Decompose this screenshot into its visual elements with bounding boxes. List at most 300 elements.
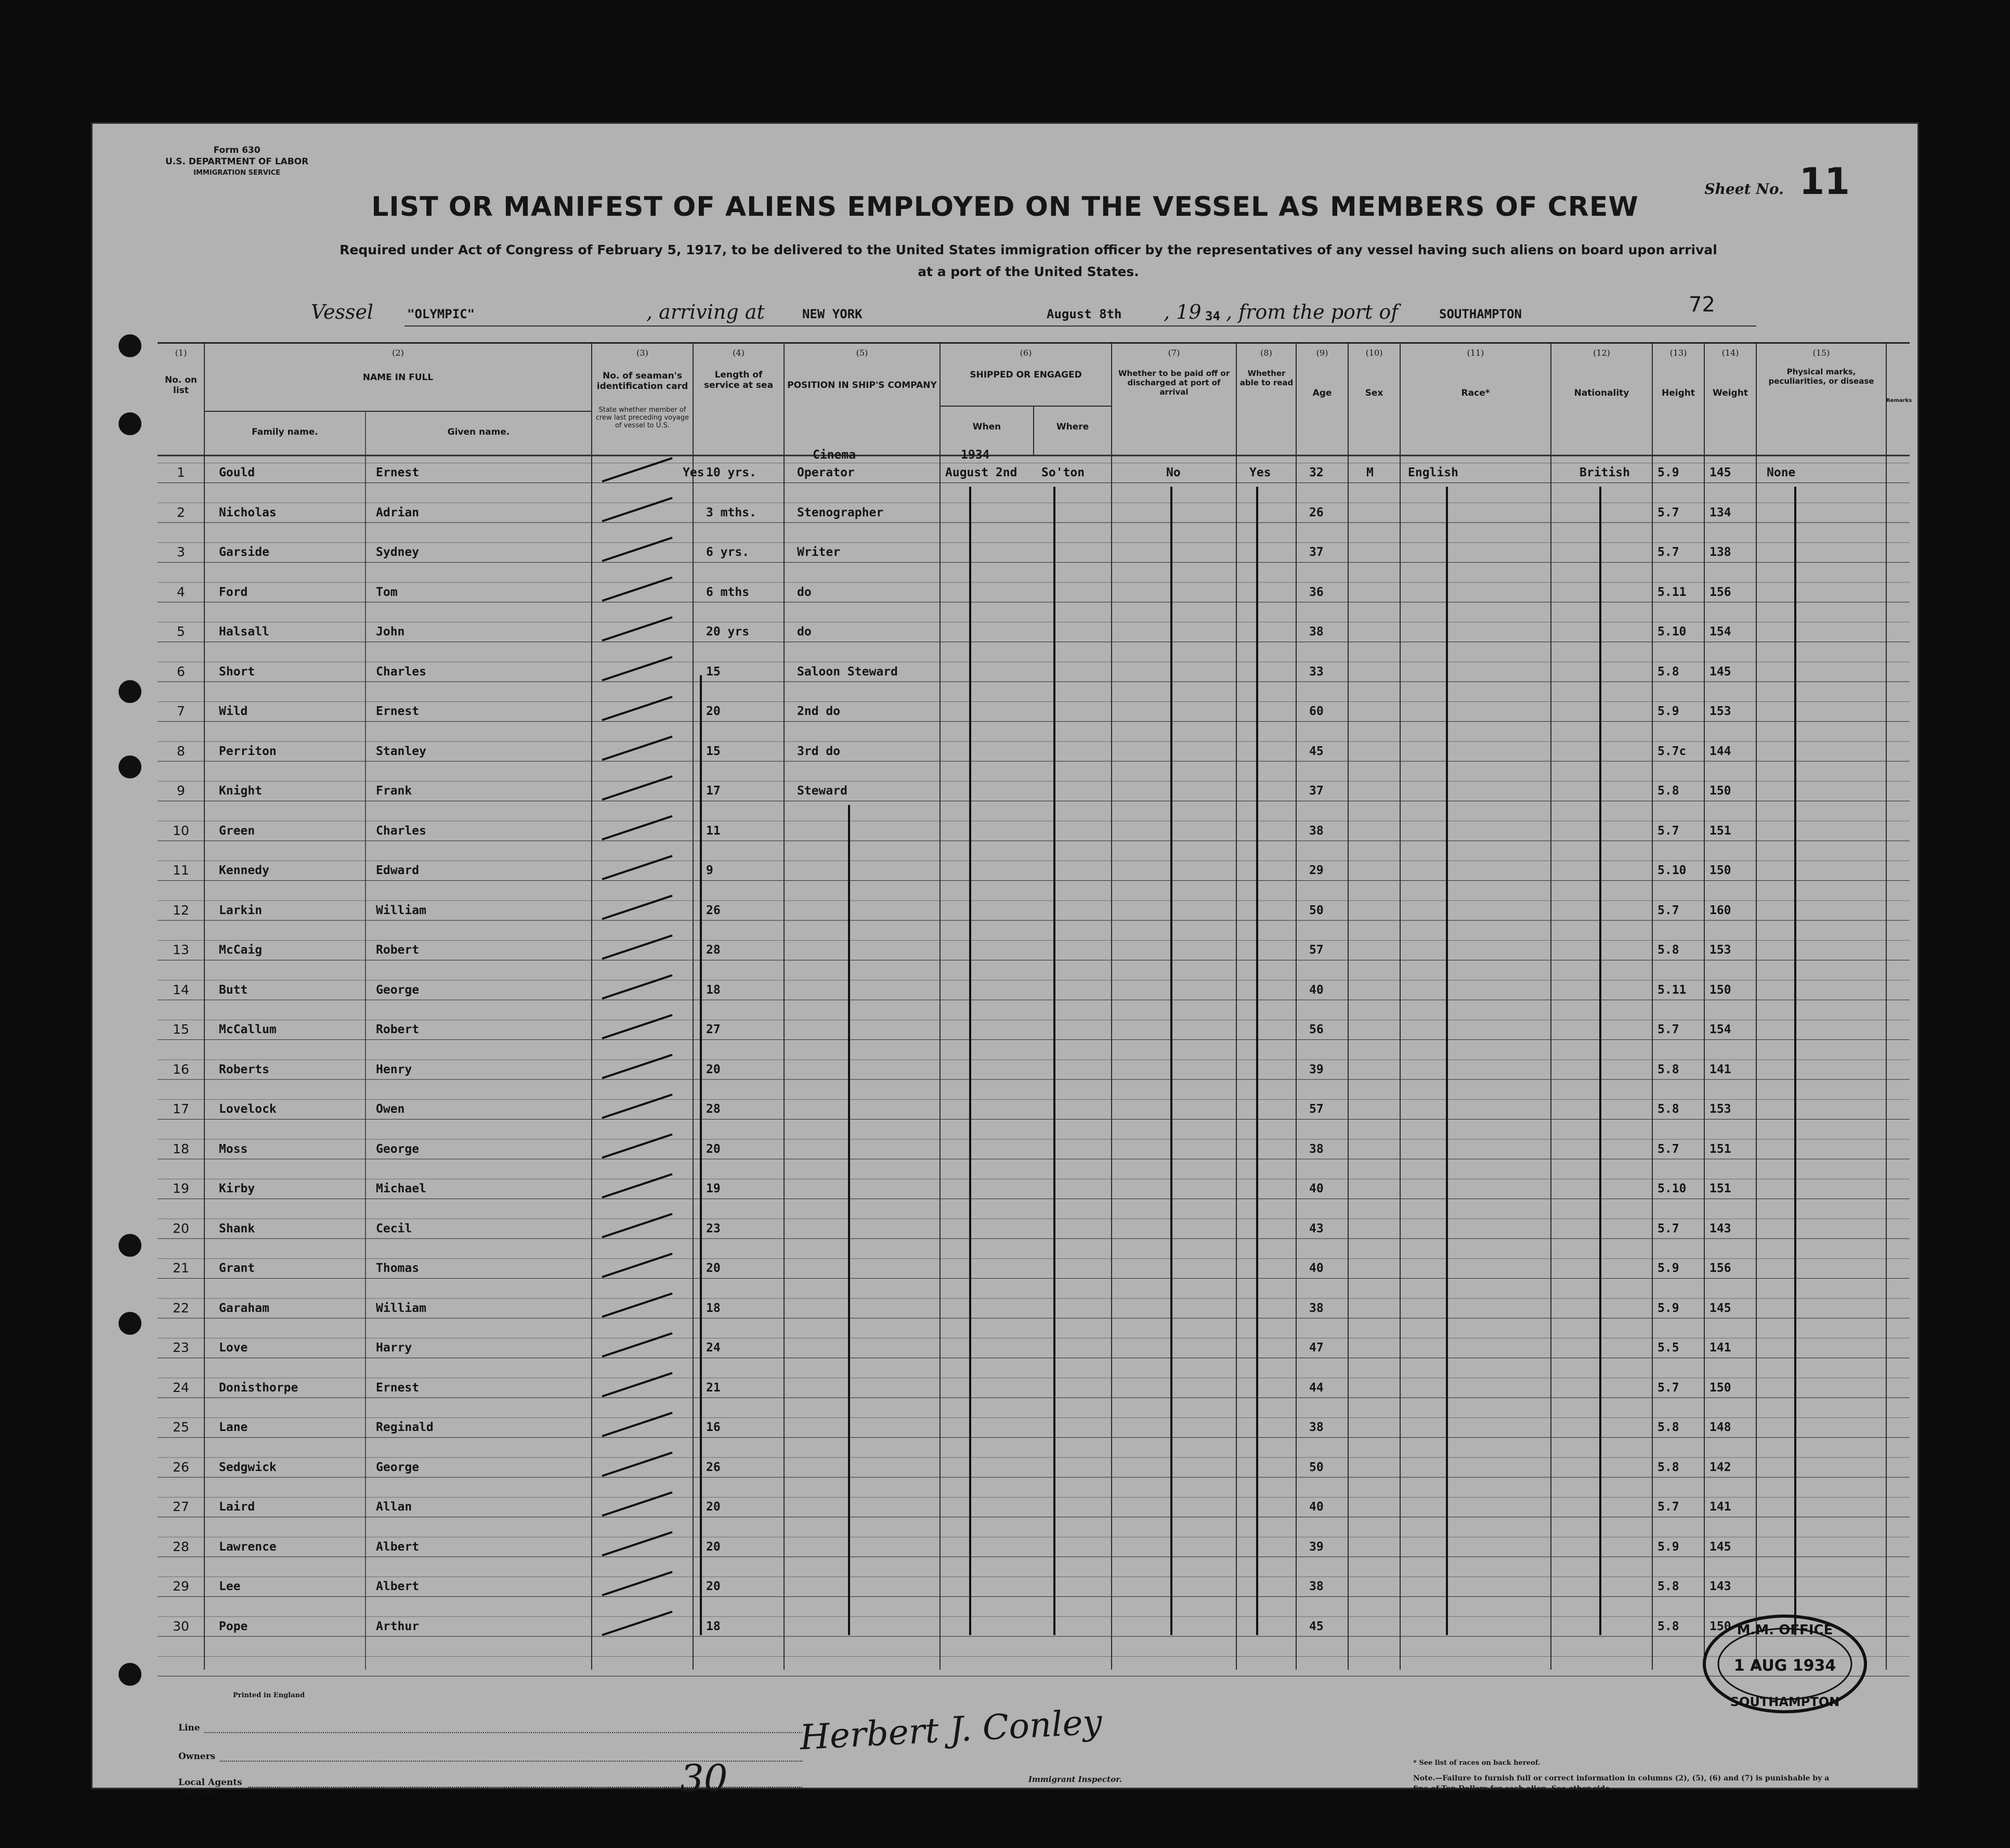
column-number: (15) xyxy=(1812,348,1830,358)
header-name-in-full: NAME IN FULL xyxy=(362,372,434,383)
cell-given: Cecil xyxy=(376,1221,412,1235)
form-code: 14—1360 xyxy=(184,1788,216,1795)
cell-family: McCallum xyxy=(219,1023,277,1036)
cell-family: Halsall xyxy=(219,625,269,639)
cell-family: Kirby xyxy=(219,1182,255,1195)
ditto-slash xyxy=(602,1135,672,1158)
cell-card: Yes xyxy=(683,466,704,479)
cell-service: 6 yrs. xyxy=(706,545,750,559)
ditto-slash xyxy=(602,1373,672,1397)
header-position: POSITION IN SHIP'S COMPANY xyxy=(787,380,937,391)
column-number: (1) xyxy=(175,348,187,358)
inspector-signature: Herbert J. Conley xyxy=(799,1701,1103,1758)
cell-service: 20 xyxy=(706,1062,721,1076)
cell-given: Ernest xyxy=(376,705,420,718)
ditto-slash xyxy=(602,1254,672,1277)
cell-service: 20 xyxy=(706,705,721,718)
cell-sex: M xyxy=(1366,466,1374,479)
header-remarks: Remarks xyxy=(1886,398,1912,404)
cell-age: 39 xyxy=(1309,1062,1324,1076)
cell-age: 40 xyxy=(1309,1182,1324,1195)
row-number: 9 xyxy=(177,783,185,798)
cell-weight: 150 xyxy=(1709,1381,1731,1395)
service-name: IMMIGRATION SERVICE xyxy=(193,169,281,177)
cell-family: Love xyxy=(219,1341,248,1355)
cell-given: Robert xyxy=(376,943,420,957)
ditto-slash xyxy=(602,737,672,760)
cell-service: 20 xyxy=(706,1580,721,1593)
row-number: 1 xyxy=(177,465,185,480)
ditto-slash xyxy=(602,1055,672,1078)
ditto-slash xyxy=(602,1413,672,1436)
arrival-port: NEW YORK xyxy=(802,307,863,321)
cell-weight: 154 xyxy=(1709,1023,1731,1036)
cell-family: Pope xyxy=(219,1619,248,1633)
cell-weight: 151 xyxy=(1709,1142,1731,1156)
header-where: Where xyxy=(1056,422,1089,432)
row-number: 6 xyxy=(177,663,185,679)
cell-height: 5.8 xyxy=(1657,665,1679,679)
cell-height: 5.7 xyxy=(1657,1500,1679,1514)
line-field xyxy=(204,1732,802,1733)
manifest-title: LIST OR MANIFEST OF ALIENS EMPLOYED ON THE VESSEL AS MEMBERS OF CREW xyxy=(371,191,1639,223)
cell-given: Charles xyxy=(376,665,426,679)
cell-height: 5.7 xyxy=(1657,545,1679,559)
cell-weight: 145 xyxy=(1709,466,1731,479)
cell-height: 5.8 xyxy=(1657,1062,1679,1076)
office-stamp xyxy=(1702,1613,1868,1715)
cell-service: 15 xyxy=(706,744,721,758)
cell-service: 20 xyxy=(706,1142,721,1156)
cell-age: 43 xyxy=(1309,1221,1324,1235)
cell-family: Green xyxy=(219,824,255,838)
header-weight: Weight xyxy=(1713,388,1748,398)
cell-weight: 141 xyxy=(1709,1500,1731,1514)
failure-note: Note.—Failure to furnish full or correct information in columns (2), (5), (6) and (7) is punishable by a fine of Ten Dollars for each alien. See other side. xyxy=(1413,1774,1830,1793)
cell-service: 20 xyxy=(706,1261,721,1275)
ditto-slash xyxy=(602,1612,672,1635)
cell-weight: 138 xyxy=(1709,545,1731,559)
cell-given: Albert xyxy=(376,1580,420,1593)
cell-height: 5.8 xyxy=(1657,784,1679,798)
cell-age: 44 xyxy=(1309,1381,1324,1395)
cell-weight: 141 xyxy=(1709,1062,1731,1076)
column-number: (11) xyxy=(1467,348,1484,358)
cell-age: 47 xyxy=(1309,1341,1324,1355)
cell-weight: 153 xyxy=(1709,943,1731,957)
arrival-date: August 8th xyxy=(1047,307,1122,321)
cell-family: Butt xyxy=(219,983,248,997)
cell-given: Reginald xyxy=(376,1421,434,1434)
vessel-underline xyxy=(404,326,1756,327)
cell-age: 37 xyxy=(1309,545,1324,559)
owners-label: Owners xyxy=(178,1751,216,1762)
row-number: 10 xyxy=(173,823,189,838)
cell-given: Michael xyxy=(376,1182,426,1195)
cell-given: Owen xyxy=(376,1102,405,1116)
binder-hole xyxy=(119,334,141,357)
cell-service: 18 xyxy=(706,983,721,997)
cell-weight: 150 xyxy=(1709,784,1731,798)
ditto-slash xyxy=(602,1174,672,1198)
cell-position: Stenographer xyxy=(797,505,884,519)
header-shipped: SHIPPED OR ENGAGED xyxy=(970,370,1082,380)
cell-service: 15 xyxy=(706,665,721,679)
column-number: (13) xyxy=(1669,348,1687,358)
row-number: 13 xyxy=(173,942,189,957)
header-id-card: No. of seaman's identification card xyxy=(596,371,688,392)
column-number: (14) xyxy=(1721,348,1739,358)
cell-service: 23 xyxy=(706,1221,721,1235)
cell-family: Lovelock xyxy=(219,1102,277,1116)
cell-height: 5.7 xyxy=(1657,505,1679,519)
row-number: 23 xyxy=(173,1340,189,1355)
cell-family: Short xyxy=(219,665,255,679)
agents-label: Local Agents xyxy=(178,1777,242,1788)
cell-family: Knight xyxy=(219,784,263,798)
ditto-slash xyxy=(602,1492,672,1516)
cell-height: 5.7c xyxy=(1657,744,1687,758)
row-number: 29 xyxy=(173,1579,189,1594)
cell-service: 27 xyxy=(706,1023,721,1036)
row-number: 21 xyxy=(173,1260,189,1276)
cell-weight: 143 xyxy=(1709,1580,1731,1593)
crew-table xyxy=(158,342,1910,1680)
column-number: (2) xyxy=(392,348,404,358)
cell-age: 37 xyxy=(1309,784,1324,798)
column-number: (10) xyxy=(1365,348,1383,358)
cell-height: 5.5 xyxy=(1657,1341,1679,1355)
ditto-slash xyxy=(602,1453,672,1476)
cell-family: Ford xyxy=(219,585,248,599)
cell-age: 38 xyxy=(1309,1421,1324,1434)
cell-given: Robert xyxy=(376,1023,420,1036)
row-number: 25 xyxy=(173,1420,189,1435)
row-number: 22 xyxy=(173,1300,189,1316)
printed-note: Printed in England xyxy=(233,1691,305,1699)
manifest-number: 72 xyxy=(1689,293,1715,317)
cell-height: 5.8 xyxy=(1657,1580,1679,1593)
row-number: 27 xyxy=(173,1499,189,1514)
cell-age: 29 xyxy=(1309,864,1324,877)
ditto-slash xyxy=(602,1333,672,1357)
cell-weight: 150 xyxy=(1709,864,1731,877)
ditto-slash xyxy=(602,538,672,561)
row-number: 28 xyxy=(173,1539,189,1554)
cell-height: 5.10 xyxy=(1657,625,1687,639)
row-number: 30 xyxy=(173,1618,189,1634)
cell-position: Saloon Steward xyxy=(797,665,898,679)
cell-service: 18 xyxy=(706,1301,721,1315)
cell-given: Henry xyxy=(376,1062,412,1076)
inspector-label: Immigrant Inspector. xyxy=(1028,1775,1122,1784)
cell-position: Steward xyxy=(797,784,847,798)
cell-age: 32 xyxy=(1309,466,1324,479)
row-number: 7 xyxy=(177,704,185,719)
header-no-on-list: No. on list xyxy=(164,375,198,396)
cell-family: Kennedy xyxy=(219,864,269,877)
row-number: 12 xyxy=(173,902,189,918)
ditto-slash xyxy=(602,1572,672,1595)
cell-service: 26 xyxy=(706,1460,721,1474)
cell-height: 5.7 xyxy=(1657,1142,1679,1156)
manifest-sheet xyxy=(91,122,1919,1800)
cell-race: English xyxy=(1408,466,1458,479)
cell-weight: 141 xyxy=(1709,1341,1731,1355)
cell-marks: None xyxy=(1767,466,1796,479)
cell-service: 28 xyxy=(706,1102,721,1116)
cell-age: 26 xyxy=(1309,505,1324,519)
cell-service: 17 xyxy=(706,784,721,798)
cell-height: 5.9 xyxy=(1657,1540,1679,1554)
cell-given: Harry xyxy=(376,1341,412,1355)
form-department-header xyxy=(165,145,308,179)
header-height: Height xyxy=(1662,388,1695,398)
header-family-name: Family name. xyxy=(252,427,318,437)
cell-given: George xyxy=(376,1460,420,1474)
cell-age: 36 xyxy=(1309,585,1324,599)
cell-service: 20 yrs xyxy=(706,625,750,639)
cell-weight: 142 xyxy=(1709,1460,1731,1474)
cell-given: Adrian xyxy=(376,505,420,519)
row-number: 18 xyxy=(173,1141,189,1156)
cell-age: 57 xyxy=(1309,943,1324,957)
cell-height: 5.7 xyxy=(1657,1221,1679,1235)
cell-weight: 153 xyxy=(1709,705,1731,718)
cell-service: 20 xyxy=(706,1540,721,1554)
cell-family: Larkin xyxy=(219,903,263,917)
ditto-slash xyxy=(602,935,672,959)
cell-service: 6 mths xyxy=(706,585,750,599)
cell-height: 5.7 xyxy=(1657,1381,1679,1395)
from-port-label: , from the port of xyxy=(1226,301,1399,323)
row-number: 11 xyxy=(173,863,189,878)
cell-height: 5.8 xyxy=(1657,1619,1679,1633)
sheet-number-value: 11 xyxy=(1799,160,1850,203)
row-number: 20 xyxy=(173,1220,189,1236)
cell-age: 50 xyxy=(1309,903,1324,917)
cell-given: Ernest xyxy=(376,466,420,479)
cell-paid-off: No xyxy=(1166,466,1181,479)
cell-family: Gould xyxy=(219,466,255,479)
cell-height: 5.11 xyxy=(1657,983,1687,997)
stamp-top-text: M.M. OFFICE xyxy=(1737,1622,1833,1638)
cell-age: 57 xyxy=(1309,1102,1324,1116)
cell-age: 38 xyxy=(1309,1580,1324,1593)
line-label: Line xyxy=(178,1723,200,1733)
cell-given: Albert xyxy=(376,1540,420,1554)
cell-weight: 134 xyxy=(1709,505,1731,519)
cell-position: Operator xyxy=(797,466,855,479)
cell-family: Nicholas xyxy=(219,505,277,519)
cell-height: 5.7 xyxy=(1657,903,1679,917)
cell-age: 40 xyxy=(1309,1500,1324,1514)
ditto-slash xyxy=(602,1015,672,1038)
cell-height: 5.9 xyxy=(1657,705,1679,718)
binder-hole xyxy=(119,680,141,703)
cell-age: 50 xyxy=(1309,1460,1324,1474)
cell-given: Charles xyxy=(376,824,426,838)
stamp-date-text: 1 AUG 1934 xyxy=(1733,1657,1836,1675)
cell-age: 39 xyxy=(1309,1540,1324,1554)
column-number: (8) xyxy=(1260,348,1272,358)
row-number: 2 xyxy=(177,504,185,520)
header-paid-off: Whether to be paid off or discharged at port of arrival xyxy=(1118,369,1230,397)
header-race: Race* xyxy=(1461,388,1490,398)
cell-family: Roberts xyxy=(219,1062,269,1076)
cell-age: 45 xyxy=(1309,1619,1324,1633)
row-number: 26 xyxy=(173,1459,189,1475)
cell-given: John xyxy=(376,625,405,639)
header-marks: Physical marks, peculiarities, or disease xyxy=(1768,367,1874,386)
cell-weight: 145 xyxy=(1709,1540,1731,1554)
row-number: 5 xyxy=(177,624,185,639)
cell-weight: 150 xyxy=(1709,1619,1731,1633)
cell-height: 5.9 xyxy=(1657,466,1679,479)
cell-family: Garside xyxy=(219,545,269,559)
ditto-slash xyxy=(602,617,672,641)
stamp-bottom-text: SOUTHAMPTON xyxy=(1730,1695,1840,1709)
cell-height: 5.11 xyxy=(1657,585,1687,599)
from-port: SOUTHAMPTON xyxy=(1439,307,1522,321)
header-given-name: Given name. xyxy=(447,427,510,437)
table-rules xyxy=(158,344,1910,1680)
cell-given: Tom xyxy=(376,585,398,599)
cell-height: 5.10 xyxy=(1657,864,1687,877)
cell-given: Sydney xyxy=(376,545,420,559)
cell-service: 16 xyxy=(706,1421,721,1434)
manifest-subtitle: Required under Act of Congress of February 5, 1917, to be delivered to the United States immigration officer by the representatives of any vessel having such aliens on board upon arrival at a port of the United States. xyxy=(340,242,1717,279)
column-number: (12) xyxy=(1593,348,1610,358)
cell-height: 5.7 xyxy=(1657,1023,1679,1036)
vessel-name: "OLYMPIC" xyxy=(407,307,475,321)
cell-height: 5.9 xyxy=(1657,1261,1679,1275)
cell-family: Sedgwick xyxy=(219,1460,277,1474)
row-number: 19 xyxy=(173,1181,189,1196)
cell-family: Donisthorpe xyxy=(219,1381,298,1395)
ditto-slash xyxy=(602,776,672,800)
cell-service: 10 yrs. xyxy=(706,466,756,479)
cell-given: George xyxy=(376,983,420,997)
cell-weight: 160 xyxy=(1709,903,1731,917)
row-number: 4 xyxy=(177,584,185,600)
cell-service: 28 xyxy=(706,943,721,957)
cell-weight: 156 xyxy=(1709,1261,1731,1275)
cell-weight: 144 xyxy=(1709,744,1731,758)
cell-service: 20 xyxy=(706,1500,721,1514)
cell-position: 3rd do xyxy=(797,744,841,758)
header-nationality: Nationality xyxy=(1574,388,1629,398)
cell-age: 38 xyxy=(1309,824,1324,838)
cell-age: 40 xyxy=(1309,1261,1324,1275)
ditto-slash xyxy=(602,1095,672,1118)
cell-height: 5.7 xyxy=(1657,824,1679,838)
cell-given: William xyxy=(376,903,426,917)
cell-service: 18 xyxy=(706,1619,721,1633)
column-number: (9) xyxy=(1316,348,1328,358)
cell-age: 38 xyxy=(1309,1142,1324,1156)
cell-nationality: British xyxy=(1580,466,1630,479)
cell-given: William xyxy=(376,1301,426,1315)
arriving-label: , arriving at xyxy=(646,301,765,323)
cell-read: Yes xyxy=(1249,466,1271,479)
row-number: 24 xyxy=(173,1380,189,1395)
vessel-label: Vessel xyxy=(311,301,374,323)
cell-given: Ernest xyxy=(376,1381,420,1395)
cell-given: George xyxy=(376,1142,420,1156)
cell-family: Moss xyxy=(219,1142,248,1156)
column-number: (6) xyxy=(1020,348,1032,358)
cell-service: 11 xyxy=(706,824,721,838)
ditto-slash xyxy=(602,697,672,720)
binder-hole xyxy=(119,1312,141,1335)
cell-age: 60 xyxy=(1309,705,1324,718)
department-name: U.S. DEPARTMENT OF LABOR xyxy=(165,157,309,167)
cell-weight: 150 xyxy=(1709,983,1731,997)
ditto-slash xyxy=(602,458,672,481)
ditto-slash xyxy=(602,856,672,879)
cell-given: Frank xyxy=(376,784,412,798)
header-id-card-note: State whether member of crew last preceding voyage of vessel to U.S. xyxy=(595,406,689,430)
header-able-read: Whether able to read xyxy=(1239,369,1294,387)
cell-family: Garaham xyxy=(219,1301,269,1315)
year-suffix: 34 xyxy=(1205,309,1220,323)
cell-weight: 143 xyxy=(1709,1221,1731,1235)
cell-height: 5.8 xyxy=(1657,1460,1679,1474)
header-age: Age xyxy=(1312,388,1332,398)
cell-service: 19 xyxy=(706,1182,721,1195)
header-when: When xyxy=(972,422,1001,432)
cell-given: Edward xyxy=(376,864,420,877)
cell-when-line1: 1934 xyxy=(961,448,990,462)
cell-height: 5.10 xyxy=(1657,1182,1687,1195)
cell-family: Wild xyxy=(219,705,248,718)
row-number: 15 xyxy=(173,1022,189,1037)
cell-weight: 145 xyxy=(1709,1301,1731,1315)
ditto-slash xyxy=(602,1532,672,1556)
cell-given: Thomas xyxy=(376,1261,420,1275)
cell-family: Perriton xyxy=(219,744,277,758)
cell-service: 24 xyxy=(706,1341,721,1355)
cell-age: 40 xyxy=(1309,983,1324,997)
cell-age: 38 xyxy=(1309,1301,1324,1315)
crew-count: 30 xyxy=(680,1756,728,1800)
column-number: (5) xyxy=(856,348,868,358)
ditto-slash xyxy=(602,816,672,840)
cell-height: 5.8 xyxy=(1657,1421,1679,1434)
sheet-number-label: Sheet No. xyxy=(1704,180,1784,198)
cell-weight: 151 xyxy=(1709,824,1731,838)
cell-weight: 153 xyxy=(1709,1102,1731,1116)
ditto-slash xyxy=(602,657,672,681)
row-number: 3 xyxy=(177,544,185,559)
column-number: (7) xyxy=(1168,348,1180,358)
binder-hole xyxy=(119,412,141,435)
cell-where: So'ton xyxy=(1041,466,1085,479)
cell-position: Writer xyxy=(797,545,841,559)
cell-weight: 156 xyxy=(1709,585,1731,599)
cell-height: 5.8 xyxy=(1657,943,1679,957)
cell-weight: 151 xyxy=(1709,1182,1731,1195)
cell-age: 45 xyxy=(1309,744,1324,758)
cell-position: do xyxy=(797,625,812,639)
header-length-service: Length of service at sea xyxy=(703,370,774,391)
cell-family: McCaig xyxy=(219,943,263,957)
cell-weight: 148 xyxy=(1709,1421,1731,1434)
cell-when: August 2nd xyxy=(945,466,1017,479)
cell-family: Lane xyxy=(219,1421,248,1434)
row-number: 8 xyxy=(177,743,185,759)
